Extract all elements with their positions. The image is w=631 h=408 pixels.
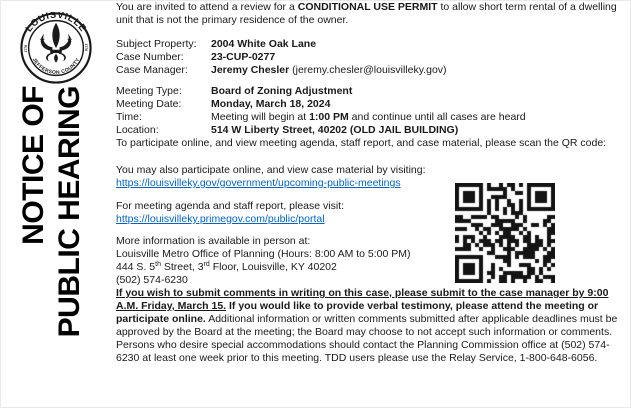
comments-deadline-paragraph: If you wish to submit comments in writing on this case, please submit to the case manager by 9:00 A.M. Friday, March 15. If you would like to provide verbal testimony, please attend the meeting or participate online. Additional information or written comments submitted after applicable deadlines must be approved by the Board at the meeting; the Board may choose to not accept such information or comments. [116, 287, 618, 338]
banner-line-notice-of: NOTICE OF [17, 86, 50, 245]
agenda-text: For meeting agenda and staff report, please visit: [116, 200, 345, 212]
case-manager-label: Case Manager: [116, 64, 188, 76]
meeting-type-label: Meeting Type: [116, 85, 182, 97]
participate-online-text: You may also participate online, and view case material by visiting: [116, 164, 426, 176]
meeting-date-row [116, 98, 628, 111]
meeting-type-value: Board of Zoning Adjustment [211, 85, 353, 97]
seal-star-right: ★ [66, 35, 73, 45]
seal-year-left: 1778 [23, 45, 28, 53]
primegov-portal-link[interactable]: https://louisvilleky.primegov.com/public/portal [116, 213, 325, 225]
planning-office-line: Louisville Metro Office of Planning (Hours: 8:00 AM to 5:00 PM) [116, 248, 411, 260]
office-phone: (502) 574-6230 [116, 274, 188, 286]
seal-top-text: LOUISVILLE [23, 12, 89, 34]
meeting-location-label: Location: [116, 124, 159, 136]
comments-deadline-emphasis: If you wish to submit comments in writing on this case, please submit to the case manager by 9:00 A.M. Friday, March 15. [116, 287, 609, 312]
qr-code [453, 181, 557, 285]
subject-property-label: Subject Property: [116, 38, 197, 50]
case-number-row [116, 51, 628, 64]
louisville-seal-logo [20, 12, 92, 84]
meeting-type-row [116, 85, 628, 98]
case-info-block [116, 38, 628, 77]
seal-bottom-text: JEFFERSON COUNTY [30, 57, 82, 77]
qr-prompt-paragraph: To participate online, and view meeting agenda, staff report, and case material, please scan the QR code: [116, 137, 607, 149]
qr-code-canvas [455, 183, 555, 283]
accommodations-paragraph: Persons who desire special accommodations should contact the Planning Commission office at (502) 574-6230 at least one week prior to this meeting. TDD users please use the Relay Service, 1-800-648-6056. [116, 339, 610, 364]
upcoming-public-meetings-link[interactable]: https://louisvilleky.gov/government/upcoming-public-meetings [116, 177, 401, 189]
seal-star-left: ★ [39, 35, 46, 45]
permit-type: CONDITIONAL USE PERMIT [297, 1, 438, 13]
subject-property-row [116, 38, 628, 51]
meeting-date-value: Monday, March 18, 2024 [211, 98, 331, 110]
meeting-date-label: Meeting Date: [116, 98, 182, 110]
case-manager-row [116, 64, 628, 77]
intro-paragraph: You are invited to attend a review for a CONDITIONAL USE PERMIT to allow short term rental of a dwelling unit that is not the primary residence of the owner. [116, 1, 617, 26]
case-manager-value: Jeremy Chesler [211, 64, 290, 76]
subject-property-value: 2004 White Oak Lane [211, 38, 317, 50]
office-address-line: 444 S. 5th Street, 3rd Floor, Louisville, KY 40202 [116, 261, 337, 273]
in-person-line1: More information is available in person at: [116, 235, 311, 247]
meeting-location-row [116, 124, 628, 137]
seal-icon [20, 12, 92, 84]
seal-year-right: 1778 [84, 43, 89, 51]
case-number-value: 23-CUP-0277 [211, 51, 276, 63]
banner-line-public-hearing: PUBLIC HEARING [53, 86, 86, 338]
meeting-location-value: 514 W Liberty Street, 40202 (OLD JAIL BUILDING) [211, 124, 459, 136]
case-manager-email: (jeremy.chesler@louisvilleky.gov) [289, 64, 447, 76]
verbal-testimony-emphasis: If you would like to provide verbal testimony, please attend the meeting or participate online. [116, 300, 599, 325]
meeting-time-value: 1:00 PM [309, 111, 349, 123]
meeting-info-block [116, 85, 628, 137]
meeting-time-label: Time: [116, 111, 142, 123]
vertical-banner [16, 86, 88, 356]
meeting-time-row: Time: Meeting will begin at 1:00 PM and continue until all cases are heard [116, 111, 526, 123]
case-number-label: Case Number: [116, 51, 184, 63]
